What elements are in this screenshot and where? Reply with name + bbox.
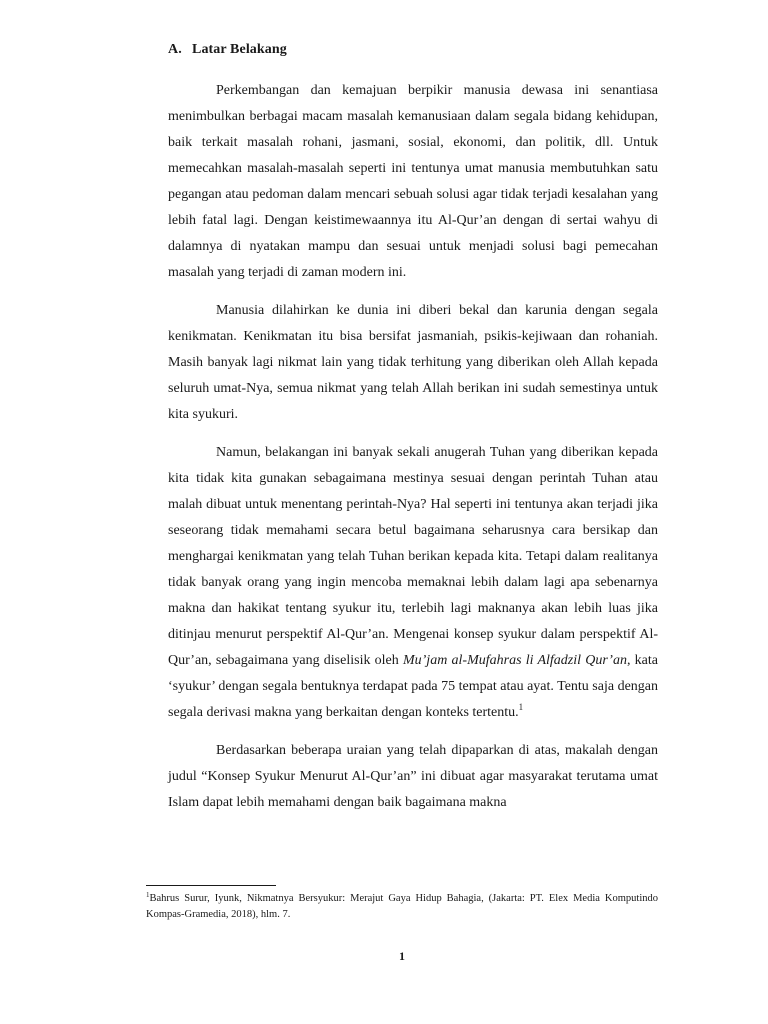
section-heading bbox=[168, 42, 287, 58]
paragraph-4: Berdasarkan beberapa uraian yang telah dipaparkan di atas, makalah dengan judul “Konsep Syukur Menurut Al-Qur’an” ini dibuat agar masyarakat terutama umat Islam dapat lebih memahami dengan baik bagaimana makna bbox=[168, 743, 658, 810]
paragraph-3-text-start: Namun, belakangan ini banyak sekali anugerah Tuhan yang diberikan kepada kita tidak kita gunakan sebagaimana mestinya sesuai dengan perintah Tuhan atau malah dibuat untuk menentang perintah-Nya? Hal seperti ini tentunya akan terjadi jika seseorang tidak memahami secara betul bagaimana seharusnya cara bersikap dan menghargai kenikmatan yang telah Tuhan berikan kepada kita. Tetapi dalam realitanya tidak banyak orang yang ingin mencoba memaknai lebih dalam lagi apa sebenarnya makna dan hakikat tentang syukur itu, terlebih lagi maknanya akan lebih luas jika ditinjau menurut perspektif Al-Qur’an. Mengenai konsep syukur dalam perspektif Al-Qur’an, sebagaimana yang diselisik oleh bbox=[168, 445, 658, 668]
section-title: Latar Belakang bbox=[192, 42, 287, 57]
page-number: 1 bbox=[399, 949, 405, 963]
footnote-reference[interactable]: 1 bbox=[518, 702, 524, 712]
paragraph-1: Perkembangan dan kemajuan berpikir manusia dewasa ini senantiasa menimbulkan berbagai macam masalah kemanusiaan dalam segala bidang kehidupan, baik terkait masalah rohani, jasmani, sosial, ekonomi, dan politik, dll. Untuk memecahkan masalah-masalah seperti ini tentunya umat manusia membutuhkan satu pegangan atau pedoman dalam mencari sebuah solusi agar tidak terjadi kesalahan yang lebih fatal lagi. Dengan keistimewaannya itu Al-Qur’an dengan di sertai wahyu di dalamnya di nyatakan mampu dan sesuai untuk menjadi solusi bagi pemecahan masalah yang terjadi di zaman modern ini. bbox=[168, 83, 658, 280]
footnote-separator bbox=[146, 885, 276, 886]
footnote-marker: 1 bbox=[146, 891, 150, 899]
section-number: A. bbox=[168, 42, 182, 57]
paragraph-3-text-end: , kata ‘syukur’ dengan segala bentuknya terdapat pada 75 tempat atau ayat. Tentu saja dengan segala derivasi makna yang berkaitan dengan konteks tertentu. bbox=[168, 653, 658, 720]
book-title: Mu’jam al-Mufahras li Alfadzil Qur’an bbox=[402, 653, 627, 668]
paragraph-3 bbox=[168, 440, 658, 726]
body-text bbox=[168, 78, 658, 816]
footnote bbox=[146, 891, 658, 923]
paragraph-2: Manusia dilahirkan ke dunia ini diberi bekal dan karunia dengan segala kenikmatan. Kenikmatan itu bisa bersifat jasmaniah, psikis-kejiwaan dan rohaniah. Masih banyak lagi nikmat lain yang tidak terhitung yang diberikan oleh Allah kepada seluruh umat-Nya, semua nikmat yang telah Allah berikan ini sudah semestinya untuk kita syukuri. bbox=[168, 303, 658, 422]
footnote-text: Bahrus Surur, Iyunk, Nikmatnya Bersyukur: Merajut Gaya Hidup Bahagia, (Jakarta: PT. Elex Media Komputindo Kompas-Gramedia, 2018), hlm. 7. bbox=[146, 893, 658, 920]
